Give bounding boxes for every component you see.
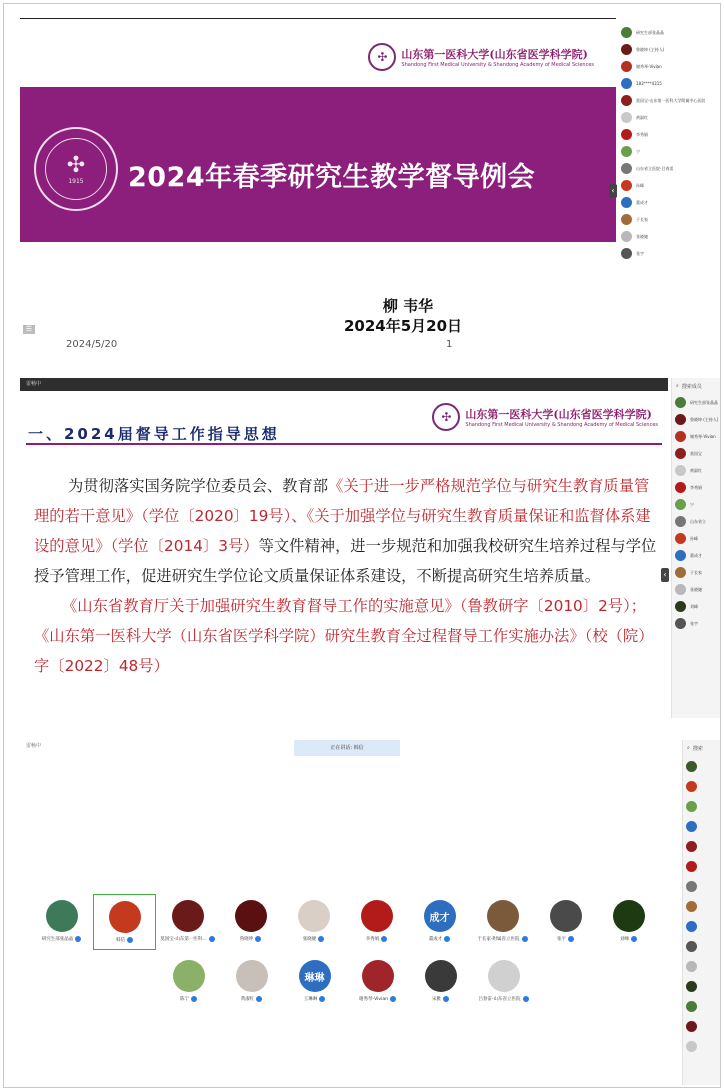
participant-item[interactable] (672, 496, 721, 513)
participant-item[interactable] (618, 245, 720, 262)
participant-name: 莫国宝 (690, 450, 702, 456)
video-tile[interactable] (282, 894, 345, 950)
participant-name: 董成才 (636, 199, 648, 205)
participant-item[interactable] (672, 598, 721, 615)
microphone-icon (443, 996, 449, 1002)
participant-name: 山东省立 (690, 518, 706, 524)
avatar (675, 567, 686, 578)
avatar (298, 900, 330, 932)
avatar (675, 499, 686, 510)
body-text: 等文件精神，进一步规范和加强我校研究生培养过程与学位授予管理工作，促进研究生学位论文质量保证体系建设，不断提高研究生培养质量。 (34, 537, 657, 585)
member-search-label: 搜索 (692, 745, 703, 752)
video-tile[interactable] (472, 954, 535, 1010)
avatar (675, 533, 686, 544)
participant-item[interactable] (683, 856, 721, 876)
participant-item[interactable] (618, 228, 720, 245)
video-tile[interactable] (93, 894, 156, 950)
avatar (686, 841, 697, 852)
participant-item[interactable] (683, 796, 721, 816)
avatar (487, 900, 519, 932)
meeting-window-content-slide (4, 372, 721, 720)
avatar (621, 231, 632, 242)
video-tile-label (478, 996, 528, 1002)
video-tile-label (160, 936, 214, 942)
participant-item[interactable] (683, 896, 721, 916)
participant-name: 王琳琳 (303, 997, 318, 1002)
avatar (686, 981, 697, 992)
avatar (675, 584, 686, 595)
avatar (172, 900, 204, 932)
participant-item[interactable] (618, 211, 720, 228)
heading-underline (26, 443, 662, 445)
video-tile[interactable] (346, 954, 409, 1010)
avatar (235, 900, 267, 932)
participant-item[interactable] (683, 836, 721, 856)
participant-name: 孙峰 (690, 535, 698, 541)
video-tile-label (429, 936, 451, 942)
sidebar-collapse-icon[interactable]: ‹ (609, 184, 617, 198)
avatar (621, 44, 632, 55)
avatar (675, 448, 686, 459)
participant-name: 李秀娟 (690, 484, 702, 490)
university-large-seal-icon: ✣ 1915 (34, 127, 118, 211)
participant-item[interactable] (618, 160, 720, 177)
avatar (686, 1021, 697, 1032)
avatar (675, 618, 686, 629)
participant-item[interactable] (672, 513, 721, 530)
participant-name: 张晓婕 (302, 937, 317, 942)
microphone-icon (522, 936, 528, 942)
microphone-icon (318, 936, 324, 942)
window-topbar (20, 378, 668, 391)
video-tile[interactable] (408, 894, 471, 950)
microphone-icon (191, 996, 197, 1002)
video-tile-label (240, 936, 262, 942)
participant-name: 黄淑红 (636, 114, 648, 120)
avatar (621, 197, 632, 208)
video-tile-label (359, 996, 396, 1002)
avatar (550, 900, 582, 932)
participant-item[interactable] (683, 916, 721, 936)
avatar (675, 482, 686, 493)
video-tile[interactable] (30, 894, 93, 950)
paragraph-references: 《山东省教育厅关于加强研究生教育督导工作的实施意见》（鲁教研字〔2010〕2号）；《山东第一医科大学（山东省医学科学院）研究生教育全过程督导工作实施办法》（校（院）字〔2022〕48号） (34, 597, 654, 675)
video-tile-label (620, 936, 637, 942)
avatar (686, 901, 697, 912)
participant-name: 鲁晓坤 (239, 937, 254, 942)
participant-item[interactable] (683, 1036, 721, 1056)
participant-name: 鲁晓坤 (主持人) (636, 46, 665, 52)
avatar (675, 431, 686, 442)
participant-name: 宋雅 (432, 997, 441, 1002)
participant-item[interactable] (672, 445, 721, 462)
participant-item[interactable] (683, 976, 721, 996)
avatar (675, 550, 686, 561)
microphone-icon (381, 936, 387, 942)
participant-item[interactable] (672, 411, 721, 428)
avatar (686, 1001, 697, 1012)
avatar (621, 78, 632, 89)
participant-item[interactable] (672, 428, 721, 445)
avatar (109, 901, 141, 933)
participant-name: 黄淑红 (690, 467, 702, 473)
slide-menu-icon[interactable]: ☰ (23, 325, 35, 334)
participant-name: 张宇 (557, 937, 566, 942)
participant-item[interactable] (683, 996, 721, 1016)
university-seal-icon: ✣ (432, 403, 460, 431)
avatar (613, 900, 645, 932)
participant-name: 刘峰 (690, 603, 698, 609)
participant-item[interactable] (672, 581, 721, 598)
slide-page-number: 1 (446, 339, 453, 350)
avatar (621, 180, 632, 191)
title-slide (20, 18, 616, 356)
avatar: 琳琳 (299, 960, 331, 992)
participant-name: 张晓婕 (690, 586, 702, 592)
participant-name: 宁 (636, 148, 640, 154)
video-tile[interactable] (157, 954, 220, 1010)
slide-footer-date: 2024/5/20 (66, 339, 118, 350)
video-tile[interactable] (156, 894, 219, 950)
participant-name: 研究生部张晶晶 (41, 937, 74, 942)
participant-item[interactable] (683, 876, 721, 896)
participant-name: 183****4315 (636, 81, 662, 86)
participant-item[interactable] (618, 24, 720, 41)
participant-name: 谢秀琴-Vivian (636, 63, 662, 69)
sidebar-collapse-icon[interactable]: ‹ (661, 568, 669, 582)
title-banner (20, 87, 616, 242)
avatar (621, 129, 632, 140)
microphone-icon (256, 996, 262, 1002)
participant-name: 吕春雷-山东省立医院 (478, 997, 521, 1002)
video-tile-label (304, 996, 326, 1002)
policy-reference: 《关于进一步严格规范学位与研究生教育质量管理的若干意见》（学位〔2020〕19号）、《关于加强学位与研究生教育质量保证和监督体系建设的意见》（学位〔2014〕3号） (34, 477, 651, 555)
avatar (46, 900, 78, 932)
video-tile-label (477, 936, 527, 942)
participant-item[interactable] (618, 92, 720, 109)
video-tile[interactable] (283, 954, 346, 1010)
search-icon: ⌕ (687, 745, 690, 751)
screenshot-frame (3, 3, 721, 1088)
avatar (621, 95, 632, 106)
video-tile-label (432, 996, 449, 1002)
participant-name: 黄淑红 (240, 997, 255, 1002)
video-tile-label (180, 996, 197, 1002)
microphone-icon (75, 936, 81, 942)
content-slide (20, 391, 668, 719)
participant-name: 于长家-附属省立医院 (477, 937, 520, 942)
university-seal-icon: ✣ (368, 43, 396, 71)
participant-name: 山东省立医院-吕春雷 (636, 165, 674, 171)
participant-item[interactable] (672, 462, 721, 479)
video-tile-label (241, 996, 263, 1002)
video-tile-label (366, 936, 388, 942)
participant-list (671, 378, 721, 718)
participant-list (682, 740, 721, 1085)
avatar (236, 960, 268, 992)
member-search[interactable] (672, 378, 721, 394)
participant-name: 陈宁 (180, 997, 189, 1002)
participant-name: 谢秀琴-Vivian (359, 997, 388, 1002)
participant-name: 于长家 (690, 569, 702, 575)
participant-item[interactable] (683, 1016, 721, 1036)
participant-item[interactable] (618, 143, 720, 160)
avatar (173, 960, 205, 992)
participant-name: 韩信 (116, 938, 125, 943)
avatar (621, 163, 632, 174)
avatar (621, 214, 632, 225)
avatar (425, 960, 457, 992)
participant-item[interactable] (618, 75, 720, 92)
avatar (675, 414, 686, 425)
video-tile[interactable] (409, 954, 472, 1010)
participant-item[interactable] (683, 936, 721, 956)
participant-name: 张宇 (636, 250, 644, 256)
avatar (675, 465, 686, 476)
participant-name: 刘峰 (620, 937, 629, 942)
avatar (621, 248, 632, 259)
slide-body (34, 471, 658, 681)
participant-item[interactable] (672, 547, 721, 564)
avatar (675, 397, 686, 408)
microphone-icon (319, 996, 325, 1002)
participant-name: 莫国宝-山东第一医科大学附属中心医院 (636, 97, 706, 103)
avatar (686, 921, 697, 932)
university-logo (368, 43, 594, 71)
video-tile[interactable] (220, 954, 283, 1010)
microphone-icon (568, 936, 574, 942)
window-title: 雷畅中 (26, 743, 42, 749)
microphone-icon (444, 936, 450, 942)
avatar (686, 861, 697, 872)
avatar (621, 112, 632, 123)
video-tile-label (303, 936, 325, 942)
participant-name: 孙峰 (636, 182, 644, 188)
participant-name: 鲁晓坤 (主持人) (690, 416, 719, 422)
slide-title: 2024年春季研究生教学督导例会 (128, 162, 536, 193)
avatar (488, 960, 520, 992)
meeting-window-title-slide (4, 4, 721, 359)
participant-list (618, 24, 720, 286)
participant-item[interactable] (672, 394, 721, 411)
video-tile-label (557, 936, 574, 942)
avatar (686, 1041, 697, 1052)
video-tile[interactable] (219, 894, 282, 950)
avatar (686, 961, 697, 972)
participant-name: 张宇 (690, 620, 698, 626)
body-text: 为贯彻落实国务院学位委员会、教育部 (68, 477, 329, 495)
search-icon: ⌕ (676, 383, 679, 389)
member-search-label: 搜索成员 (681, 383, 702, 390)
avatar (362, 960, 394, 992)
participant-name: 张晓婕 (636, 233, 648, 239)
participant-item[interactable] (618, 126, 720, 143)
avatar (686, 941, 697, 952)
video-tile[interactable] (471, 894, 534, 950)
seal-year: 1915 (68, 178, 84, 185)
avatar (675, 516, 686, 527)
video-tile[interactable] (597, 894, 660, 950)
participant-item[interactable] (618, 58, 720, 75)
avatar (686, 781, 697, 792)
avatar (621, 61, 632, 72)
university-logo (432, 403, 658, 431)
avatar (361, 900, 393, 932)
video-tile[interactable] (534, 894, 597, 950)
microphone-icon (390, 996, 396, 1002)
participant-name: 莫国宝-山东第一医科... (160, 937, 207, 942)
participant-item[interactable] (683, 956, 721, 976)
participant-item[interactable] (672, 564, 721, 581)
participant-item[interactable] (618, 177, 720, 194)
participant-item[interactable] (683, 816, 721, 836)
participant-name: 研究生部张晶晶 (636, 29, 664, 35)
microphone-icon (209, 936, 215, 942)
participant-item[interactable] (672, 479, 721, 496)
avatar (686, 821, 697, 832)
avatar (675, 601, 686, 612)
participant-name: 李秀娟 (636, 131, 648, 137)
microphone-icon (523, 996, 529, 1002)
meeting-window-video-grid (4, 734, 721, 1087)
avatar (686, 881, 697, 892)
video-tile-label (116, 937, 133, 943)
participant-name: 董成才 (428, 937, 443, 942)
microphone-icon (631, 936, 637, 942)
participant-name: 研究生部张晶晶 (690, 399, 718, 405)
university-name-en: Shandong First Medical University & Shandong Academy of Medical Sciences (401, 62, 594, 68)
participant-item[interactable] (618, 109, 720, 126)
university-name-cn: 山东第一医科大学(山东省医学科学院) (465, 408, 652, 421)
university-name-en: Shandong First Medical University & Shandong Academy of Medical Sciences (465, 422, 658, 428)
avatar (621, 27, 632, 38)
speaker-name: 柳 韦华 (382, 297, 434, 315)
speech-date: 2024年5月20日 (343, 317, 463, 335)
participant-name: 谢秀琴-Vivian (690, 433, 716, 439)
avatar (686, 761, 697, 772)
participant-name: 董成才 (690, 552, 702, 558)
avatar (621, 146, 632, 157)
microphone-icon (255, 936, 261, 942)
participant-name: 李秀娟 (365, 937, 380, 942)
participant-item[interactable] (618, 194, 720, 211)
video-tile-label (42, 936, 82, 942)
member-search[interactable] (683, 740, 721, 756)
participant-name: 宁 (690, 501, 694, 507)
participant-item[interactable] (618, 41, 720, 58)
participant-item[interactable] (683, 756, 721, 776)
participant-name: 于长家 (636, 216, 648, 222)
paragraph-guidance (34, 471, 658, 591)
window-title: 雷畅中 (26, 381, 42, 387)
microphone-icon (127, 937, 133, 943)
section-heading: 一、2024届督导工作指导思想 (28, 425, 280, 443)
university-name-cn: 山东第一医科大学(山东省医学科学院) (401, 48, 588, 61)
speaking-indicator: 正在讲话: 韩信 (294, 740, 400, 756)
avatar (686, 801, 697, 812)
video-tile[interactable] (345, 894, 408, 950)
avatar: 成才 (424, 900, 456, 932)
participant-item[interactable] (672, 530, 721, 547)
participant-item[interactable] (672, 615, 721, 632)
participant-item[interactable] (683, 776, 721, 796)
video-grid (30, 894, 668, 1010)
